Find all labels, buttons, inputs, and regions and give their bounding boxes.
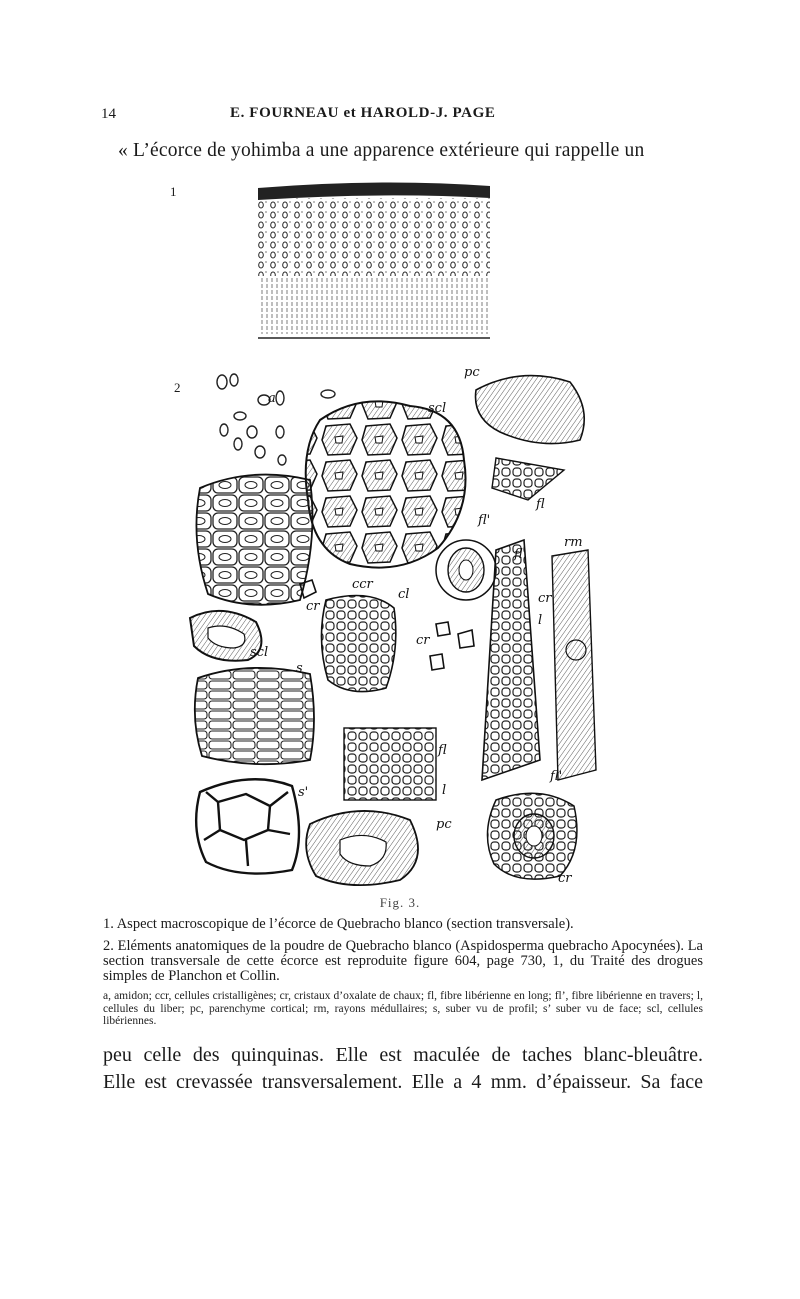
label-s-prime: s' <box>298 785 309 800</box>
label-fl-prime-2: fl' <box>514 547 527 562</box>
body-line-after-figure-2: Elle est crevassée transversalement. Elle a 4 mm. d’épaisseur. Sa face <box>103 1071 703 1093</box>
stone-cell-bottom-right <box>487 793 576 879</box>
bark-anatomy-drawing <box>160 170 610 890</box>
figure-illustration <box>160 170 610 890</box>
fiber-bundle <box>492 458 564 500</box>
parenchyma-cells-left <box>196 475 312 605</box>
crystalligenous-cells <box>321 596 395 692</box>
liber-cells <box>344 728 436 800</box>
label-scl: scl <box>428 401 447 416</box>
body-line-before-figure: « L’écorce de yohimba a une apparence extérieure qui rappelle un <box>118 140 645 161</box>
label-cr-1: cr <box>306 599 320 614</box>
running-title: E. FOURNEAU et HAROLD-J. PAGE <box>230 105 496 121</box>
sclerenchyma-cluster <box>306 401 466 567</box>
label-cr-3: cr <box>538 591 552 606</box>
panel-1-macroscopic-section <box>258 182 490 338</box>
label-fl-prime-3: fl' <box>550 769 563 784</box>
figure-caption-2: 2. Eléments anatomiques de la poudre de Quebracho blanco (Aspidosperma quebracho Apocynées). La section transversale de cette écorce est reproduite figure 604, page 730, 1, du Traité des drogues simples de Planchon et Collin. <box>103 938 703 984</box>
figure-panel-number-2: 2 <box>174 380 181 395</box>
label-cl: cl <box>398 587 410 602</box>
label-cr-4: cr <box>558 871 572 886</box>
figure-title: Fig. 3. <box>379 895 421 910</box>
label-fl: fl <box>536 497 545 512</box>
page-number: 14 <box>101 106 116 122</box>
cortical-parenchyma-top <box>476 376 585 444</box>
medullary-ray <box>552 550 596 780</box>
suber-profile <box>195 668 314 764</box>
label-scl-2: scl <box>250 645 269 660</box>
label-a: a <box>268 391 276 406</box>
label-pc-2: pc <box>436 817 452 832</box>
label-l: l <box>442 783 447 798</box>
fiber-long <box>482 540 543 780</box>
body-line-after-figure-1: peu celle des quinquinas. Elle est maculée de taches blanc-bleuâtre. <box>103 1044 703 1066</box>
label-pc: pc <box>464 365 480 380</box>
figure-legend: a, amidon; ccr, cellules cristalligènes; cr, cristaux d’oxalate de chaux; fl, fibre libérienne en long; fl’, fibre libérienne en travers; l, cellules du liber; pc, parenchyme cortical; rm, rayons médullaires; s, suber vu de profil; s’ suber vu de face; scl, cellules libériennes. <box>103 990 703 1027</box>
cortical-parenchyma-bottom <box>306 811 418 885</box>
figure-panel-number-1: 1 <box>170 184 177 199</box>
label-fl-prime: fl' <box>478 513 491 528</box>
label-fl-2: fl <box>438 743 447 758</box>
figure-caption-1: 1. Aspect macroscopique de l’écorce de Quebracho blanco (section transversale). <box>103 916 574 932</box>
concentric-stone-cell <box>436 540 496 600</box>
label-cr-2: cr <box>416 633 430 648</box>
label-rm: rm <box>564 535 583 550</box>
suber-face <box>196 779 299 873</box>
label-ccr: ccr <box>352 577 373 592</box>
label-l-2: l <box>538 613 543 628</box>
label-s: s <box>296 661 303 676</box>
